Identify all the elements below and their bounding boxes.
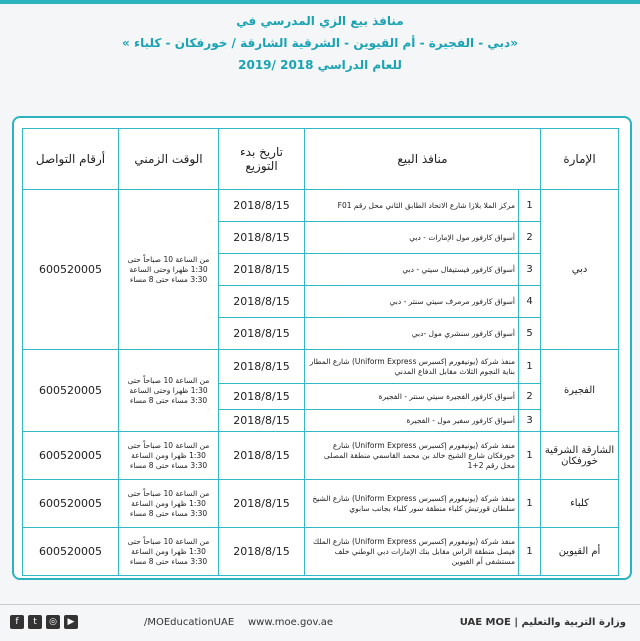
col-time: الوقت الزمني bbox=[119, 129, 219, 190]
outlet-cell: منفذ شركة (يونيفورم إكسبرس Uniform Express) شارع خورفكان شارع الشيخ خالد بن محمد القاسمي منطقة المصلى محل رقم 2+1 bbox=[305, 432, 519, 480]
social-handle[interactable]: /MOEducationUAE bbox=[144, 617, 235, 628]
ministry-name: وزارة التربية والتعليم | UAE MOE bbox=[459, 617, 626, 628]
page-subtitle: «دبي - الفجيرة - أم القيوين - الشرقية الشارقة / خورفكان - كلباء » bbox=[122, 36, 518, 50]
date-cell: 2018/8/15 bbox=[219, 528, 305, 576]
outlet-cell: منفذ شركة (يونيفورم إكسبرس Uniform Express) شارع المطار بناية النجوم الثلاث مقابل الدفاع المدني bbox=[305, 350, 519, 384]
twitter-icon[interactable]: t bbox=[28, 615, 42, 629]
row-number: 1 bbox=[519, 432, 541, 480]
col-phone: أرقام التواصل bbox=[23, 129, 119, 190]
row-number: 2 bbox=[519, 222, 541, 254]
phone-cell: 600520005 bbox=[23, 480, 119, 528]
date-cell: 2018/8/15 bbox=[219, 254, 305, 286]
table-row bbox=[23, 480, 619, 528]
instagram-icon[interactable]: ◎ bbox=[46, 615, 60, 629]
emirate-cell: الفجيرة bbox=[541, 350, 619, 432]
outlet-cell: أسواق كارفور مرمرف سيتي سنتر - دبي bbox=[305, 286, 519, 318]
time-cell: من الساعة 10 صباحاً حتى 1:30 ظهرا وحتى الساعة 3:30 مساء حتى 8 مساء bbox=[119, 350, 219, 432]
time-cell: من الساعة 10 صباحاً حتى 1:30 ظهرا وحتى الساعة 3:30 مساء حتى 8 مساء bbox=[119, 190, 219, 350]
outlet-cell: منفذ شركة (يونيفورم إكسبرس Uniform Express) شارع الملك فيصل منطقة الراس مقابل بنك الإمارات دبي الوطني خلف مستشفى أم القيوين bbox=[305, 528, 519, 576]
table-row bbox=[23, 350, 619, 384]
page-title: منافذ بيع الزي المدرسي في bbox=[236, 14, 404, 28]
outlet-cell: أسواق كارفور فيستيفال سيتي - دبي bbox=[305, 254, 519, 286]
page-footer bbox=[0, 604, 640, 641]
row-number: 4 bbox=[519, 286, 541, 318]
emirate-cell: كلباء bbox=[541, 480, 619, 528]
website-link[interactable]: www.moe.gov.ae bbox=[248, 617, 334, 628]
date-cell: 2018/8/15 bbox=[219, 410, 305, 432]
date-cell: 2018/8/15 bbox=[219, 350, 305, 384]
date-cell: 2018/8/15 bbox=[219, 432, 305, 480]
table-row bbox=[23, 432, 619, 480]
time-cell: من الساعة 10 صباحاً حتى 1:30 ظهرا ومن الساعة 3:30 مساء حتى 8 مساء bbox=[119, 528, 219, 576]
emirate-cell: أم القيوين bbox=[541, 528, 619, 576]
col-emirate: الإمارة bbox=[541, 129, 619, 190]
youtube-icon[interactable]: ▶ bbox=[64, 615, 78, 629]
social-icons bbox=[10, 615, 82, 629]
date-cell: 2018/8/15 bbox=[219, 318, 305, 350]
outlet-cell: أسواق كارفور الفجيرة سيتي سنتر - الفجيرة bbox=[305, 384, 519, 410]
facebook-icon[interactable]: f bbox=[10, 615, 24, 629]
outlet-cell: أسواق كارفور سنشري مول -دبي bbox=[305, 318, 519, 350]
date-cell: 2018/8/15 bbox=[219, 286, 305, 318]
col-date: تاريخ بدء التوزيع bbox=[219, 129, 305, 190]
emirate-cell: دبي bbox=[541, 190, 619, 350]
row-number: 3 bbox=[519, 410, 541, 432]
date-cell: 2018/8/15 bbox=[219, 222, 305, 254]
row-number: 1 bbox=[519, 190, 541, 222]
row-number: 3 bbox=[519, 254, 541, 286]
outlet-cell: مركز الملا بلازا شارع الاتحاد الطابق الثاني محل رقم F01 bbox=[305, 190, 519, 222]
outlet-cell: أسواق كارفور سفير مول - الفجيرة bbox=[305, 410, 519, 432]
table-row bbox=[23, 190, 619, 222]
row-number: 2 bbox=[519, 384, 541, 410]
table-row bbox=[23, 528, 619, 576]
time-cell: من الساعة 10 صباحاً حتى 1:30 ظهرا ومن الساعة 3:30 مساء حتى 8 مساء bbox=[119, 480, 219, 528]
row-number: 1 bbox=[519, 350, 541, 384]
col-outlets: منافذ البيع bbox=[305, 129, 541, 190]
phone-cell: 600520005 bbox=[23, 190, 119, 350]
outlet-cell: أسواق كارفور مول الإمارات - دبي bbox=[305, 222, 519, 254]
row-number: 5 bbox=[519, 318, 541, 350]
emirate-cell: الشارقة الشرقية خورفكان bbox=[541, 432, 619, 480]
row-number: 1 bbox=[519, 528, 541, 576]
outlets-table bbox=[22, 128, 619, 576]
phone-cell: 600520005 bbox=[23, 528, 119, 576]
date-cell: 2018/8/15 bbox=[219, 384, 305, 410]
outlet-cell: منفذ شركة (يونيفورم إكسبرس Uniform Express) شارع الشيخ سلطان قورتيش كلباء منطقة سور كلباء بجانب سابوي bbox=[305, 480, 519, 528]
top-accent-stripe bbox=[0, 0, 640, 4]
date-cell: 2018/8/15 bbox=[219, 190, 305, 222]
phone-cell: 600520005 bbox=[23, 432, 119, 480]
page-header bbox=[0, 10, 640, 76]
phone-cell: 600520005 bbox=[23, 350, 119, 432]
time-cell: من الساعة 10 صباحاً حتى 1:30 ظهرا ومن الساعة 3:30 مساء حتى 8 مساء bbox=[119, 432, 219, 480]
date-cell: 2018/8/15 bbox=[219, 480, 305, 528]
row-number: 1 bbox=[519, 480, 541, 528]
academic-year: للعام الدراسي 2018 /2019 bbox=[238, 58, 402, 72]
